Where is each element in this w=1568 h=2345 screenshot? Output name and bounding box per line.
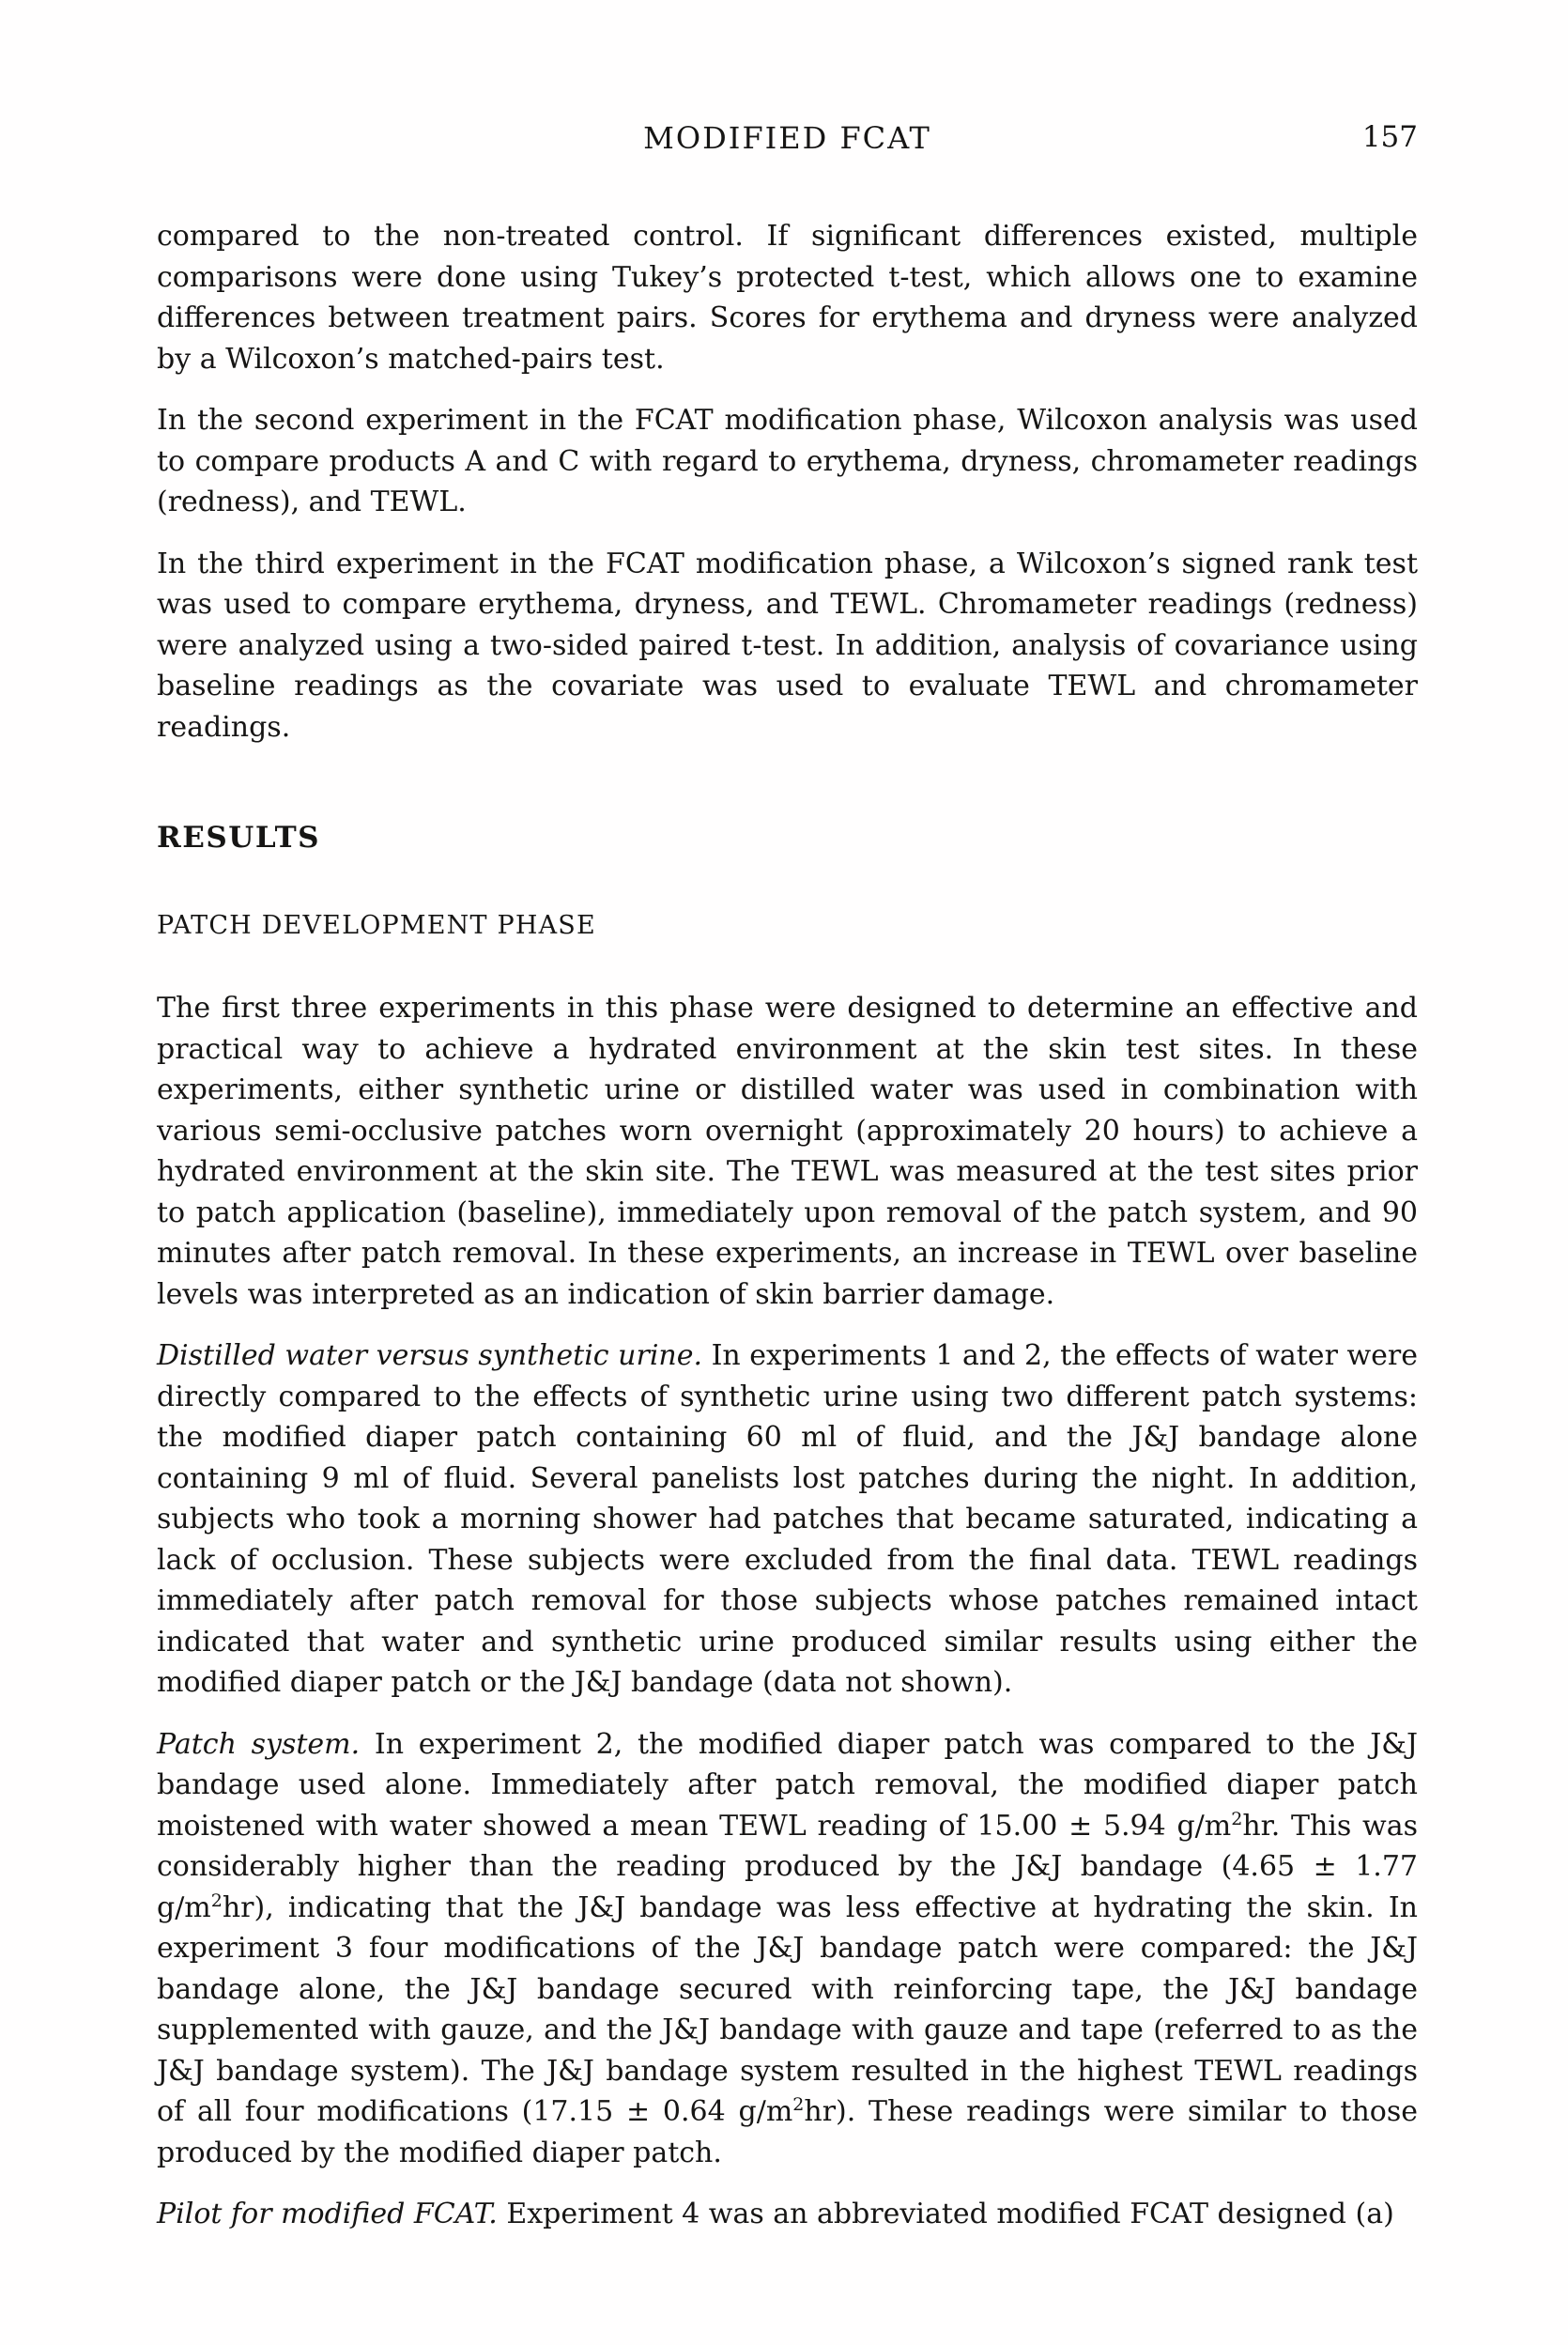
section-heading bbox=[157, 817, 1418, 858]
text-segment: PATCH DEVELOPMENT PHASE bbox=[157, 911, 596, 940]
text-segment: In experiment 2, the modified diaper patch was compared to the J&J bandage used alone. Immediately after patch removal, the modified diaper patch moistened with water showed a mean TEWL reading of 15.00 ± 5.94 g/m bbox=[157, 1727, 1418, 1843]
body-paragraph bbox=[157, 544, 1418, 748]
text-segment: In the third experiment in the FCAT modification phase, a Wilcoxon’s signed rank test was used to compare erythema, dryness, and TEWL. Chromameter readings (redness) were analyzed using a two-sided paired t-test. In addition, analysis of covariance using baseline readings as the covariate was used to evaluate TEWL and chromameter readings. bbox=[157, 547, 1418, 744]
body-paragraph bbox=[157, 1724, 1418, 2174]
text-segment: RESULTS bbox=[157, 821, 321, 855]
text-segment: In experiments 1 and 2, the effects of water were directly compared to the effects of synthetic urine using two different patch systems: the modified diaper patch containing 60 ml of fluid, and the J&J bandage alone containing 9 ml of fluid. Several panelists lost patches during the night. In addition, subjects who took a morning shower had patches that became saturated, indicating a lack of occlusion. These subjects were excluded from the final data. TEWL readings immediately after patch removal for those subjects whose patches remained intact indicated that water and synthetic urine produced similar results using either the modified diaper patch or the J&J bandage (data not shown). bbox=[157, 1339, 1418, 1699]
page-number: 157 bbox=[1361, 120, 1418, 154]
body-paragraph bbox=[157, 988, 1418, 1315]
superscript-exponent: 2 bbox=[792, 2094, 805, 2115]
body-paragraph bbox=[157, 2194, 1418, 2235]
text-segment: compared to the non-treated control. If significant differences existed, multiple comparisons were done using Tukey’s protected t-test, which allows one to examine differences between treatment pairs. Scores for erythema and dryness were analyzed by a Wilcoxon’s matched-pairs test. bbox=[157, 220, 1418, 376]
text-segment: hr). These readings were similar to those produced by the modified diaper patch. bbox=[157, 2095, 1419, 2169]
text-segment: Experiment 4 was an abbreviated modified FCAT designed (a) bbox=[497, 2198, 1394, 2230]
superscript-exponent: 2 bbox=[1231, 1808, 1243, 1829]
text-segment: The first three experiments in this phase were designed to determine an effective and practical way to achieve a hydrated environment at the skin test sites. In these experiments, either synthetic urine or distilled water was used in combination with various semi-occlusive patches worn overnight (approximately 20 hours) to achieve a hydrated environment at the skin site. The TEWL was measured at the test sites prior to patch application (baseline), immediately upon removal of the patch system, and 90 minutes after patch removal. In these experiments, an increase in TEWL over baseline levels was interpreted as an indication of skin barrier damage. bbox=[157, 992, 1418, 1311]
paragraph-lead-italic: Patch system. bbox=[157, 1727, 361, 1761]
subsection-heading bbox=[157, 909, 1418, 943]
paragraph-lead-italic: Pilot for modified FCAT. bbox=[157, 2198, 498, 2230]
text-segment: In the second experiment in the FCAT modification phase, Wilcoxon analysis was used to compare products A and C with regard to erythema, dryness, chromameter readings (redness), and TEWL. bbox=[157, 404, 1418, 518]
running-head-title: MODIFIED FCAT bbox=[643, 120, 931, 156]
body-paragraph bbox=[157, 1335, 1418, 1704]
document-body bbox=[157, 216, 1418, 2235]
text-segment: hr), indicating that the J&J bandage was less effective at hydrating the skin. In experiment 3 four modifications of the J&J bandage patch were compared: the J&J bandage alone, the J&J bandage secured with reinforcing tape, the J&J bandage supplemented with gauze, and the J&J bandage with gauze and tape (referred to as the J&J bandage system). The J&J bandage system resulted in the highest TEWL readings of all four modifications (17.15 ± 0.64 g/m bbox=[157, 1890, 1418, 2128]
paragraph-lead-italic: Distilled water versus synthetic urine. bbox=[157, 1339, 703, 1372]
superscript-exponent: 2 bbox=[210, 1890, 223, 1911]
text-segment: hr. This was considerably higher than the reading produced by the J&J bandage (4.65 ± 1.77 g/m bbox=[157, 1809, 1418, 1924]
running-header bbox=[157, 120, 1418, 160]
body-paragraph bbox=[157, 216, 1418, 379]
body-paragraph bbox=[157, 400, 1418, 523]
